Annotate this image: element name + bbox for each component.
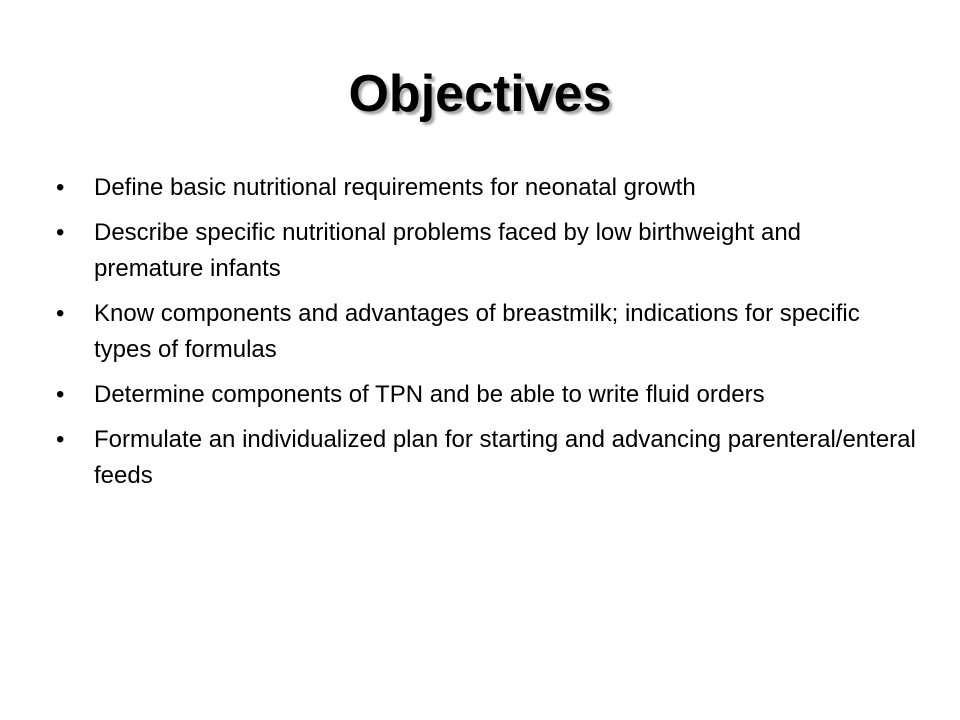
slide-title: Objectives <box>348 65 612 123</box>
bullet-text: Know components and advantages of breastmilk; indications for specific types of formulas <box>94 300 860 363</box>
bullet-icon: • <box>56 381 65 408</box>
bullet-text: Define basic nutritional requirements for neonatal growth <box>94 174 696 201</box>
bullet-text: Describe specific nutritional problems faced by low birthweight and premature infants <box>94 219 802 282</box>
bullet-icon: • <box>56 300 65 327</box>
bullet-icon: • <box>56 174 65 201</box>
list-item <box>56 215 916 287</box>
bullet-text: Formulate an individualized plan for starting and advancing parenteral/enteral feeds <box>94 426 916 489</box>
objectives-list <box>56 170 916 503</box>
bullet-icon: • <box>56 426 65 453</box>
bullet-text: Determine components of TPN and be able to write fluid orders <box>94 381 765 408</box>
list-item <box>56 422 916 494</box>
bullet-icon: • <box>56 219 65 246</box>
list-item <box>56 377 916 413</box>
list-item <box>56 296 916 368</box>
list-item <box>56 170 916 206</box>
